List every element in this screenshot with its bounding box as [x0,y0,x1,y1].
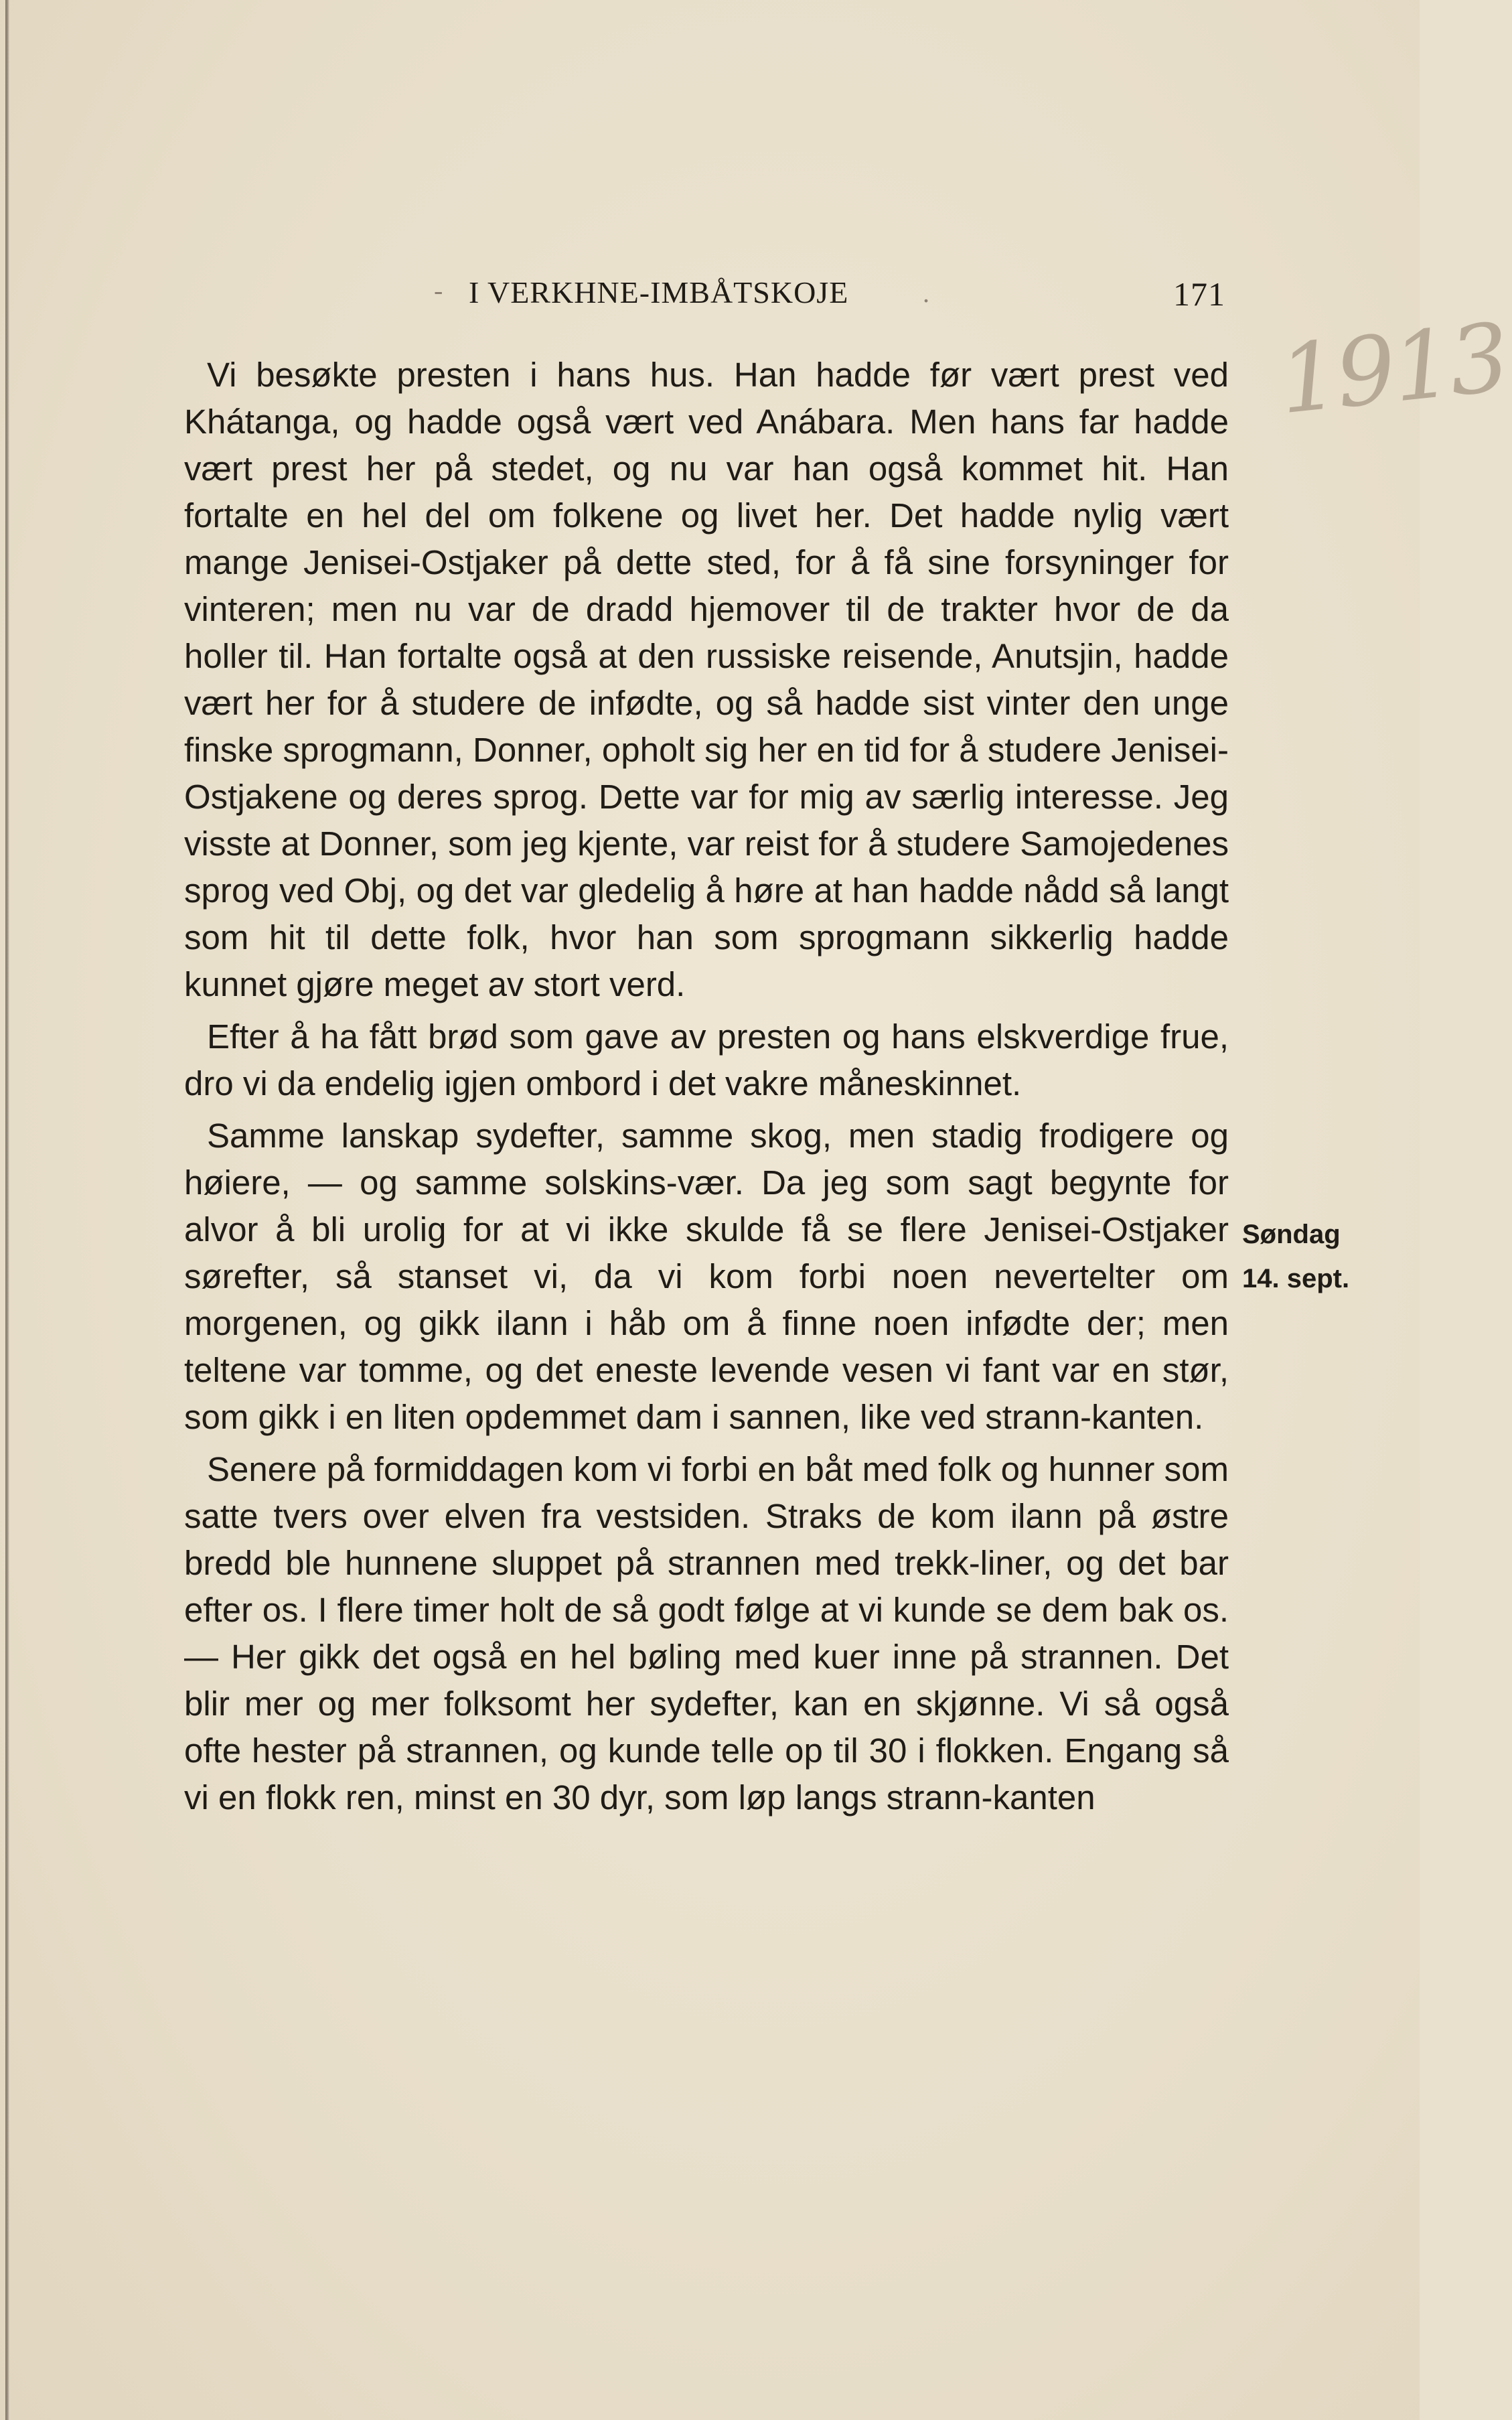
page-number: 171 [1173,275,1225,313]
margin-date-note [1242,1212,1396,1301]
header-dot-mark: . [923,278,930,308]
running-header [201,268,1232,322]
margin-note-date: 14. sept. [1242,1264,1350,1293]
margin-note-day: Søndag [1242,1220,1341,1249]
paragraph: Efter å ha fått brød som gave av presten og hans elskverdige frue, dro vi da endelig igjen ombord i det vakre måneskinnet. [184,1017,1229,1102]
body-text [184,352,1229,1821]
paragraph: Samme lanskap sydefter, samme skog, men stadig frodigere og høiere, — og samme solskins-vær. Da jeg som sagt begynte for alvor å bli urolig for at vi ikke skulde få se flere Jenisei-Ostjaker sørefter, så stanset vi, da vi kom forbi noen nevertelter om morgenen, og gikk ilann i håb om å finne noen infødte der; men teltene var tomme, og det eneste levende vesen vi fant var en stør, som gikk i en liten opdemmet dam i sannen, like ved strann-kanten. [184,1117,1229,1436]
page-spine-edge [5,0,9,2420]
paragraph: Senere på formiddagen kom vi forbi en båt med folk og hunner som satte tvers over elven fra vestsiden. Straks de kom ilann på østre bredd ble hunnene sluppet på strannen med trekk-liner, og det bar efter os. I flere timer holt de så godt følge at vi kunde se dem bak os. — Her gikk det også en hel bøling med kuer inne på strannen. Det blir mer og mer folksomt her sydefter, kan en skjønne. Vi så også ofte hester på strannen, og kunde telle op til 30 i flokken. Engang så vi en flokk ren, minst en 30 dyr, som løp langs strann-kanten [184,1450,1229,1817]
header-dash-mark: - [434,275,444,305]
handwritten-year-note: 1913 [1274,303,1512,436]
running-title: I VERKHNE-IMBÅTSKOJE [469,275,849,309]
paragraph: Vi besøkte presten i hans hus. Han hadde før vært prest ved Khátanga, og hadde også vært ved Anábara. Men hans far hadde vært prest her på stedet, og nu var han også kommet hit. Han fortalte en hel del om folkene og livet her. Det hadde nylig vært mange Jenisei-Ostjaker på dette sted, for å få sine forsyninger for vinteren; men nu var de dradd hjemover til de trakter hvor de da holler til. Han fortalte også at den russiske reisende, Anutsjin, hadde vært her for å studere de infødte, og så hadde sist vinter den unge finske sprogmann, Donner, opholt sig her en tid for å studere Jenisei-Ostjakene og deres sprog. Dette var for mig av særlig interesse. Jeg visste at Donner, som jeg kjente, var reist for å studere Samojedenes sprog ved Obj, og det var gledelig å høre at han hadde nådd så langt som hit til dette folk, hvor han som sprogmann sikkerlig hadde kunnet gjøre meget av stort verd. [184,356,1229,1003]
